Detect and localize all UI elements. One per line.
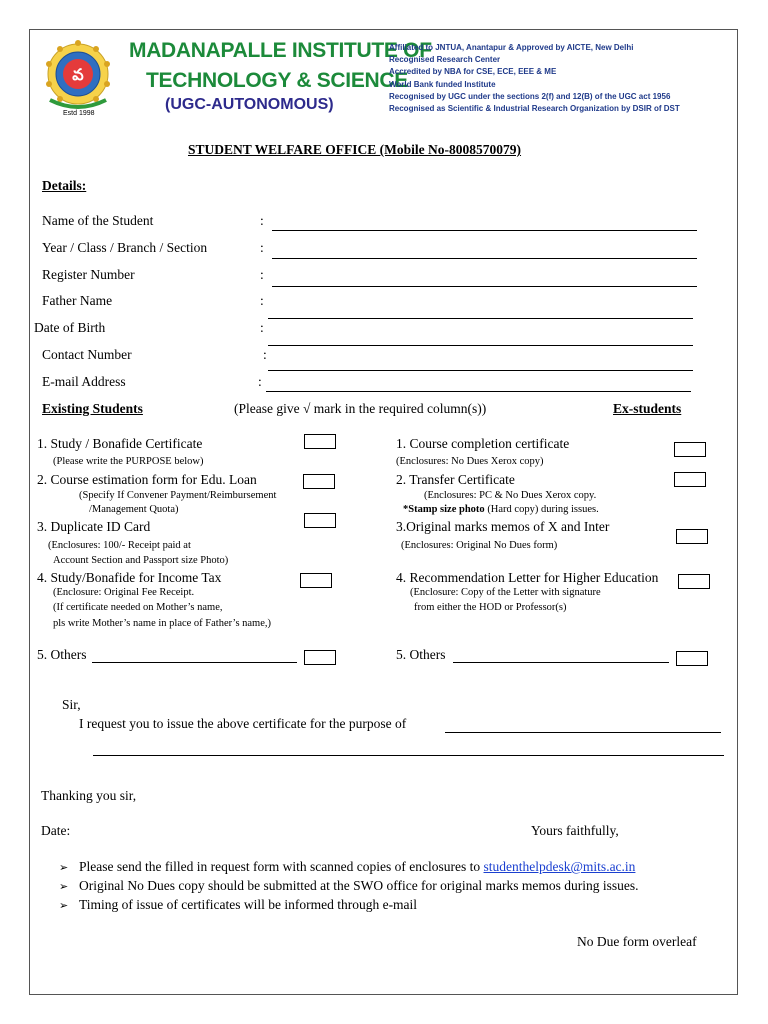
affiliation-line: Affiliated to JNTUA, Anantapur & Approved by AICTE, New Delhi bbox=[389, 43, 634, 52]
office-title: STUDENT WELFARE OFFICE (Mobile No-8008570079) bbox=[188, 142, 522, 157]
checkbox-ex-others[interactable] bbox=[676, 651, 708, 666]
affiliation-line: Recognised Research Center bbox=[389, 55, 501, 65]
year-class-field[interactable] bbox=[272, 258, 697, 259]
ex-item-course-completion-note: (Enclosures: No Dues Xerox copy) bbox=[396, 456, 544, 467]
field-colon: : bbox=[260, 293, 264, 308]
ex-item-marks-memos: 3.Original marks memos of X and Inter bbox=[396, 519, 610, 534]
checkbox-recommendation[interactable] bbox=[678, 574, 710, 589]
ex-item-marks-memos-note: (Enclosures: Original No Dues form) bbox=[401, 540, 558, 551]
note-bullet-3 bbox=[59, 897, 417, 913]
checkbox-edu-loan[interactable] bbox=[303, 474, 335, 489]
field-label-email: E-mail Address bbox=[42, 374, 126, 389]
existing-others-field[interactable] bbox=[92, 662, 297, 663]
existing-item-others: 5. Others bbox=[37, 647, 87, 662]
ex-students-heading: Ex-students bbox=[613, 401, 682, 416]
existing-item-edu-loan-note2: /Management Quota) bbox=[89, 504, 179, 515]
note-2-text: Original No Dues copy should be submitted at the SWO office for original marks memos during issues. bbox=[79, 878, 639, 893]
note-bullet-1 bbox=[59, 859, 635, 875]
checkbox-transfer-certificate[interactable] bbox=[674, 472, 706, 487]
stamp-photo-label: *Stamp size photo bbox=[403, 504, 485, 515]
purpose-field[interactable] bbox=[445, 732, 721, 733]
affiliations-block bbox=[389, 42, 680, 115]
helpdesk-email-link[interactable]: studenthelpdesk@mits.ac.in bbox=[483, 859, 636, 874]
note-3-text: Timing of issue of certificates will be informed through e-mail bbox=[79, 897, 418, 912]
institute-name-line1: MADANAPALLE INSTITUTE OF bbox=[129, 39, 432, 62]
note-1-text: Please send the filled in request form with scanned copies of enclosures to bbox=[79, 859, 484, 874]
existing-item-income-tax-note1: (Enclosure: Original Fee Receipt. bbox=[53, 587, 195, 598]
field-label-register-number: Register Number bbox=[42, 267, 135, 282]
arrow-bullet-icon: ➢ bbox=[59, 880, 69, 893]
overleaf-note: No Due form overleaf bbox=[577, 934, 697, 949]
svg-text:వ: వ bbox=[72, 65, 84, 84]
existing-item-income-tax-note2: (If certificate needed on Mother’s name, bbox=[53, 602, 223, 613]
email-field[interactable] bbox=[266, 391, 691, 392]
closing-text: Yours faithfully, bbox=[531, 823, 619, 838]
existing-item-income-tax-note3: pls write Mother’s name in place of Father’s name,) bbox=[53, 618, 272, 629]
contact-number-field[interactable] bbox=[268, 370, 693, 371]
stamp-photo-rest: (Hard copy) during issues. bbox=[484, 504, 599, 515]
field-colon: : bbox=[263, 347, 267, 362]
existing-item-edu-loan-note1: (Specify If Convener Payment/Reimbursement bbox=[79, 490, 277, 501]
ex-item-recommendation-note2: from either the HOD or Professor(s) bbox=[414, 602, 567, 613]
checkbox-duplicate-id[interactable] bbox=[304, 513, 336, 528]
field-label-date-of-birth: Date of Birth bbox=[34, 320, 106, 335]
existing-item-duplicate-id-note1: (Enclosures: 100/- Receipt paid at bbox=[48, 540, 191, 551]
request-text: I request you to issue the above certificate for the purpose of bbox=[79, 716, 407, 731]
field-label-year-class: Year / Class / Branch / Section bbox=[42, 240, 208, 255]
existing-item-income-tax: 4. Study/Bonafide for Income Tax bbox=[37, 570, 222, 585]
note-bullet-2 bbox=[59, 878, 639, 894]
date-label: Date: bbox=[41, 823, 71, 838]
salutation: Sir, bbox=[62, 697, 81, 712]
affiliation-line: World Bank funded Institute bbox=[389, 79, 496, 89]
affiliation-line: Recognised by UGC under the sections 2(f) and 12(B) of the UGC act 1956 bbox=[389, 91, 671, 101]
affiliation-line: Recognised as Scientific & Industrial Research Organization by DSIR of DST bbox=[389, 104, 680, 114]
register-number-field[interactable] bbox=[272, 286, 697, 287]
field-colon: : bbox=[260, 240, 264, 255]
field-colon: : bbox=[258, 374, 262, 389]
ex-others-field[interactable] bbox=[453, 662, 669, 663]
autonomous-label: (UGC-AUTONOMOUS) bbox=[165, 96, 334, 113]
field-label-father-name: Father Name bbox=[42, 293, 113, 308]
institute-logo bbox=[38, 38, 118, 116]
logo-caption: Estd 1998 bbox=[63, 110, 95, 117]
date-of-birth-field[interactable] bbox=[268, 345, 693, 346]
existing-students-heading: Existing Students bbox=[42, 401, 143, 416]
field-label-contact-number: Contact Number bbox=[42, 347, 132, 362]
student-name-field[interactable] bbox=[272, 230, 697, 231]
existing-item-bonafide: 1. Study / Bonafide Certificate bbox=[37, 436, 203, 451]
existing-item-edu-loan: 2. Course estimation form for Edu. Loan bbox=[37, 472, 257, 487]
ex-item-recommendation-note1: (Enclosure: Copy of the Letter with signature bbox=[410, 587, 601, 598]
checkbox-course-completion[interactable] bbox=[674, 442, 706, 457]
father-name-field[interactable] bbox=[268, 318, 693, 319]
affiliation-line: Accredited by NBA for CSE, ECE, EEE & ME bbox=[389, 67, 557, 77]
arrow-bullet-icon: ➢ bbox=[59, 861, 69, 874]
details-heading: Details: bbox=[42, 178, 87, 193]
purpose-field-line2[interactable] bbox=[93, 755, 724, 756]
existing-item-bonafide-note: (Please write the PURPOSE below) bbox=[53, 456, 204, 467]
ex-item-course-completion: 1. Course completion certificate bbox=[396, 436, 570, 451]
checkbox-marks-memos[interactable] bbox=[676, 529, 708, 544]
ex-item-recommendation: 4. Recommendation Letter for Higher Education bbox=[396, 570, 659, 585]
checkbox-bonafide[interactable] bbox=[304, 434, 336, 449]
field-label-student-name: Name of the Student bbox=[42, 213, 154, 228]
arrow-bullet-icon: ➢ bbox=[59, 899, 69, 912]
field-colon: : bbox=[260, 267, 264, 282]
institute-name-line2: TECHNOLOGY & SCIENCE bbox=[146, 69, 408, 92]
ex-item-others: 5. Others bbox=[396, 647, 446, 662]
field-colon: : bbox=[260, 213, 264, 228]
thanks-text: Thanking you sir, bbox=[41, 788, 137, 803]
field-colon: : bbox=[260, 320, 264, 335]
ex-item-transfer-certificate: 2. Transfer Certificate bbox=[396, 472, 515, 487]
existing-item-duplicate-id: 3. Duplicate ID Card bbox=[37, 519, 151, 534]
checkmark-instruction: (Please give √ mark in the required column(s)) bbox=[234, 401, 487, 416]
existing-item-duplicate-id-note2: Account Section and Passport size Photo) bbox=[53, 555, 229, 566]
checkbox-income-tax[interactable] bbox=[300, 573, 332, 588]
ex-item-transfer-note2 bbox=[403, 504, 599, 515]
ex-item-transfer-note1: (Enclosures: PC & No Dues Xerox copy. bbox=[424, 490, 597, 501]
checkbox-existing-others[interactable] bbox=[304, 650, 336, 665]
